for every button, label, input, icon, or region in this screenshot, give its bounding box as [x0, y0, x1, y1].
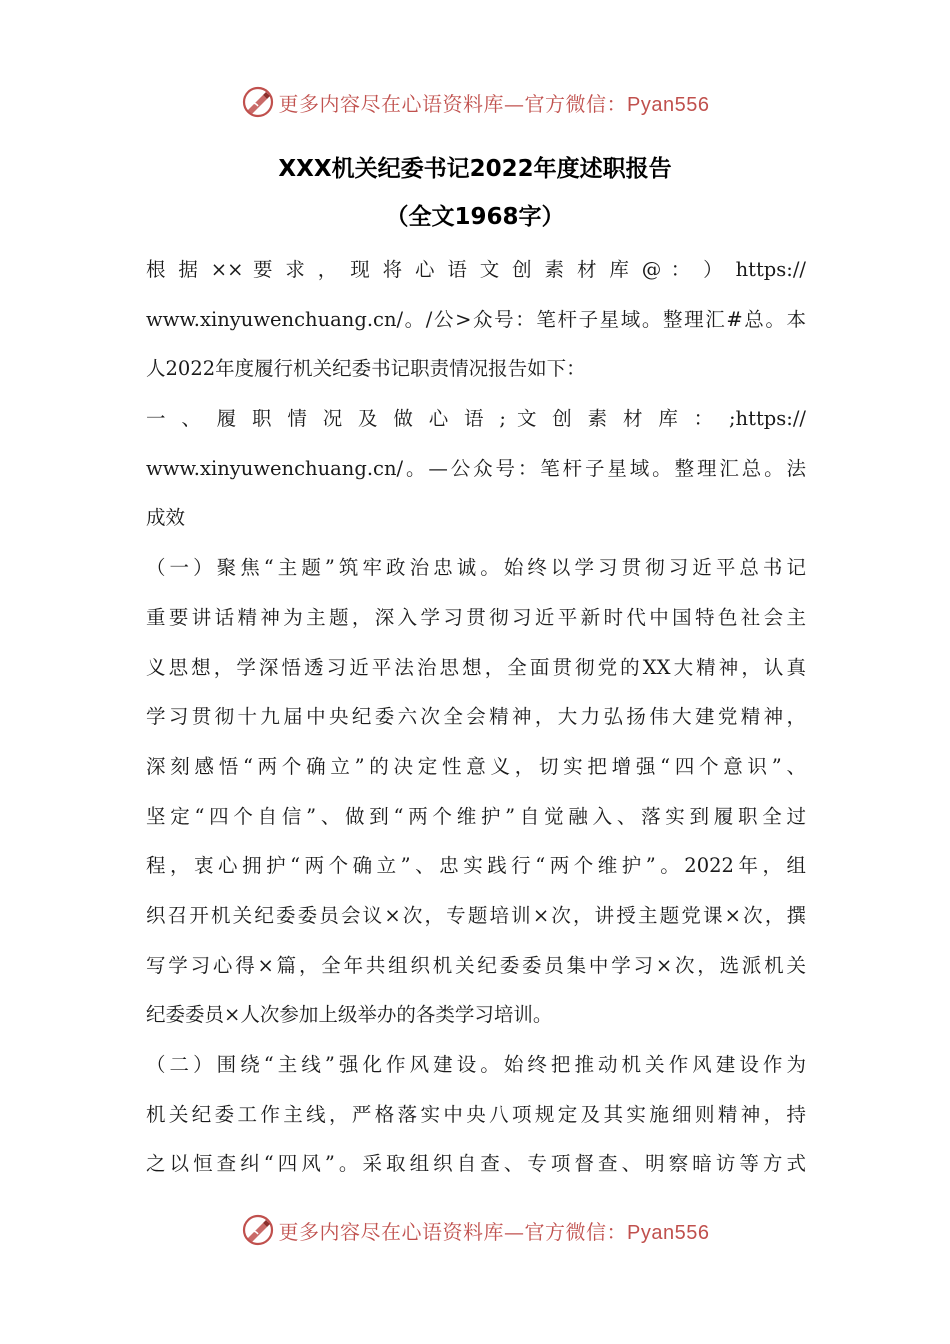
text-line: 程，衷心拥护“两个确立”、忠实践行“两个维护”。2022年，组: [146, 854, 806, 878]
watermark-banner-bottom: [0, 1210, 950, 1250]
text-line: 纪委委员×人次参加上级举办的各类学习培训。: [146, 1003, 553, 1027]
watermark-banner-top: [0, 82, 950, 122]
page-title: XXX机关纪委书记2022年度述职报告: [278, 156, 672, 182]
text-line: 坚定“四个自信”、做到“两个维护”自觉融入、落实到履职全过: [146, 804, 806, 828]
text-line: 机关纪委工作主线，严格落实中央八项规定及其实施细则精神，持: [146, 1102, 806, 1126]
text-line: www.xinyuwenchuang.cn/。/公>众号：笔杆子星域。整理汇#总。本: [146, 307, 806, 331]
text-line: （二）围绕“主线”强化作风建设。始终把推动机关作风建设作为: [146, 1053, 806, 1076]
text-line: 成效: [146, 506, 186, 530]
text-line: 一 、 履 职 情 况 及 做 心 语 ; 文 创 素 材 库 ： ;https://: [146, 407, 806, 431]
text-line: 学习贯彻十九届中央纪委六次全会精神，大力弘扬伟大建党精神，: [146, 705, 806, 729]
text-line: 人2022年度履行机关纪委书记职责情况报告如下：: [146, 357, 586, 381]
text-line: 织召开机关纪委委员会议×次，专题培训×次，讲授主题党课×次，撰: [146, 903, 806, 927]
text-line: 写学习心得×篇，全年共组织机关纪委委员集中学习×次，选派机关: [146, 953, 806, 977]
text-line: 根 据 ×× 要 求 ， 现 将 心 语 文 创 素 材 库 @ ： ） https://: [146, 258, 806, 281]
pen-logo-icon: [241, 1213, 275, 1247]
text-line: 重要讲话精神为主题，深入学习贯彻习近平新时代中国特色社会主: [146, 605, 806, 629]
text-line: www.xinyuwenchuang.cn/。—公众号：笔杆子星域。整理汇总。法: [146, 456, 806, 480]
text-line: 义思想，学深悟透习近平法治思想，全面贯彻党的XX大精神，认真: [146, 655, 806, 679]
text-line: 深刻感悟“两个确立”的决定性意义，切实把增强“四个意识”、: [146, 754, 806, 778]
pen-logo-icon: [241, 85, 275, 119]
watermark-text: 更多内容尽在心语资料库—官方微信：Pyan556: [278, 1219, 710, 1244]
page-subtitle: （全文1968字）: [385, 204, 565, 230]
document-body: [146, 245, 806, 1189]
text-line: （一）聚焦“主题”筑牢政治忠诚。始终以学习贯彻习近平总书记: [146, 556, 806, 580]
text-line: 之以恒查纠“四风”。采取组织自查、专项督查、明察暗访等方式: [146, 1152, 806, 1176]
watermark-text: 更多内容尽在心语资料库—官方微信：Pyan556: [278, 91, 710, 116]
